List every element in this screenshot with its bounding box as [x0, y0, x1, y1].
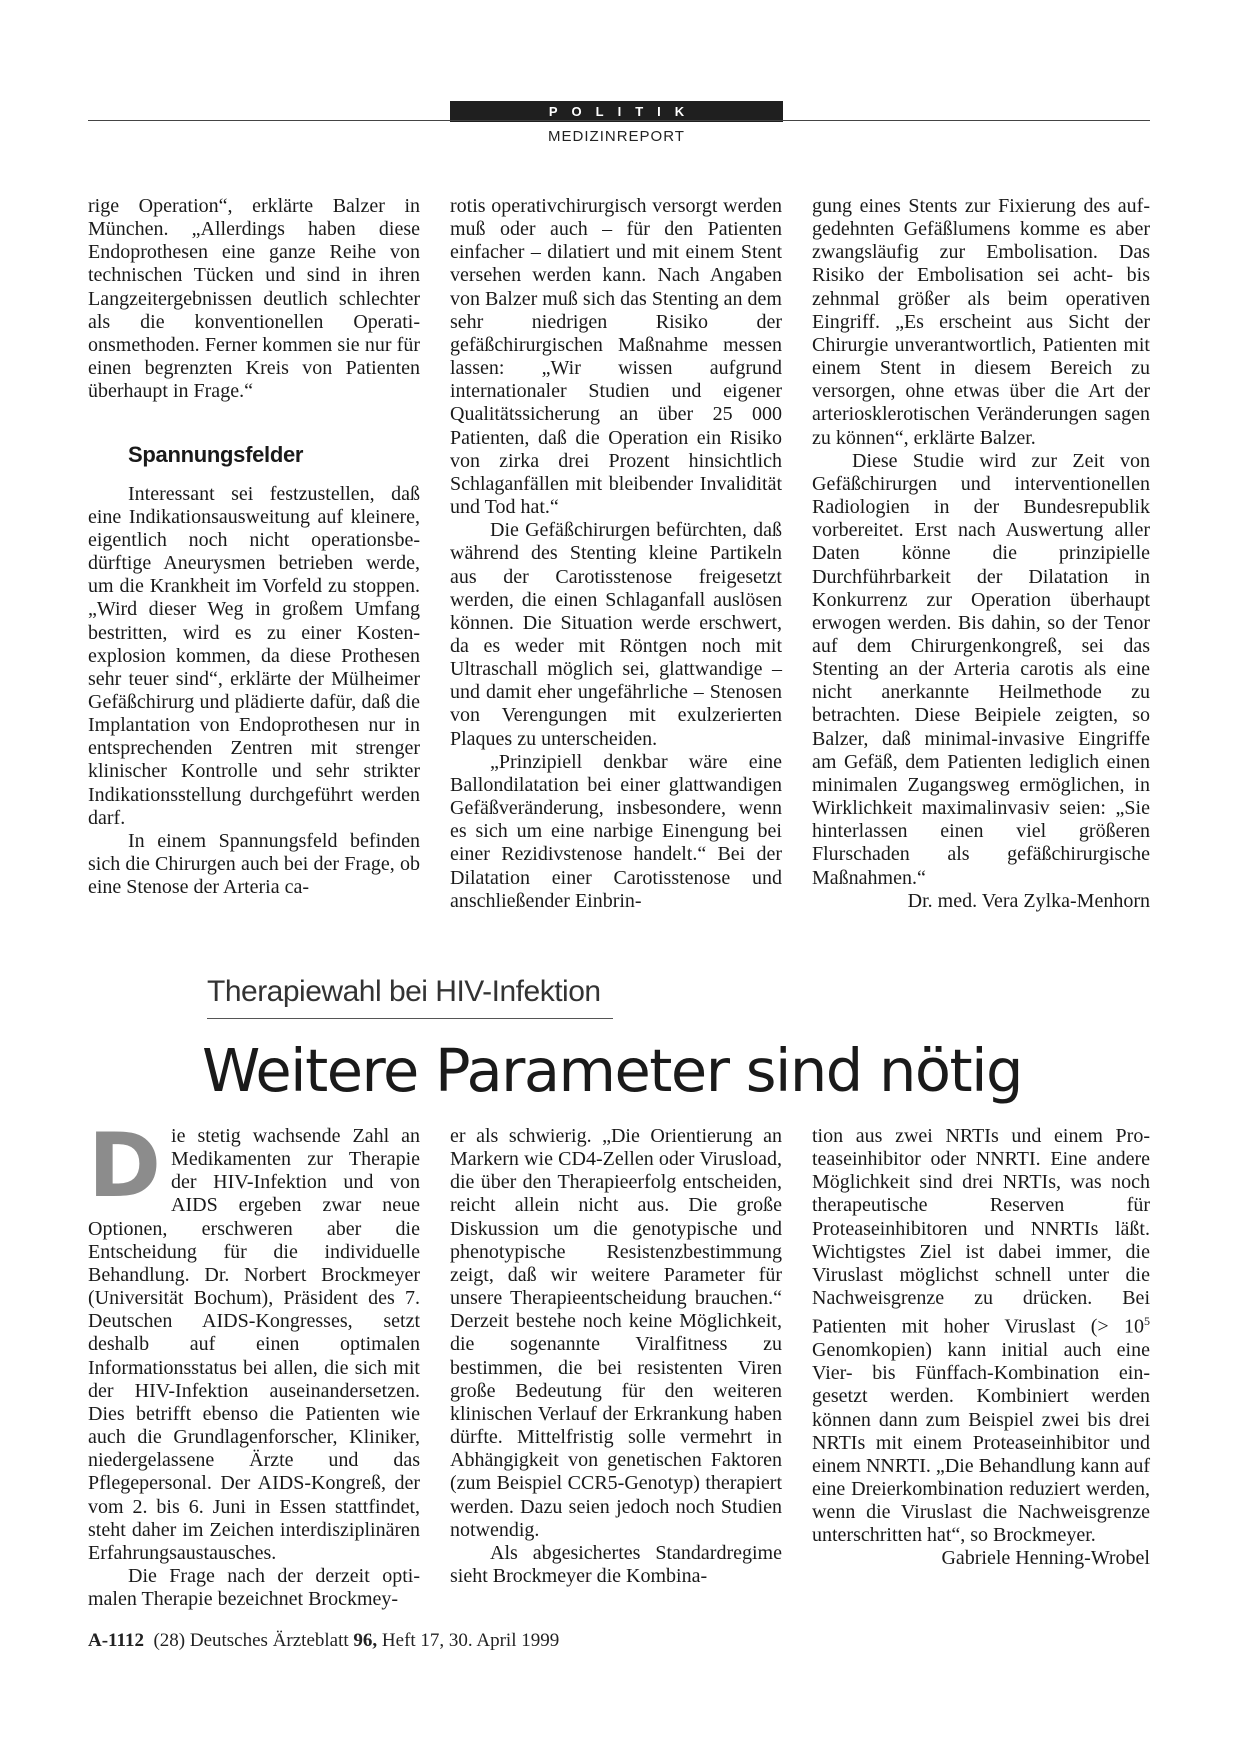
section-label: POLITIK — [450, 101, 783, 122]
exponent: 5 — [1144, 1314, 1150, 1329]
article1-paragraph: „Prinzipiell denkbar wäre eine Ballondilatation bei einer glattwandigen Gefäßveränderung, insbesondere, wenn es sich um eine narbige Einengung bei einer Rezidivstenose handelt.“ Bei der Dilatation einer Carotisstenose und anschließender Einbrin- — [450, 750, 782, 912]
page-footer — [88, 1630, 559, 1652]
article2-text: tion aus zwei NRTIs und einem Proteaseinhibitor oder NNRTI. Eine andere Möglichkeit sind drei NRTIs, was noch therapeutische Reserven für Proteaseinhibitoren und NNRTIs läßt. Wichtigstes Ziel ist dabei immer, die Viruslast möglichst schnell unter die Nachweisgrenze zu drücken. Bei Patienten mit hoher Viruslast (> 10 — [812, 1125, 1150, 1338]
article2-lead-text: ie stetig wachsende Zahl an Medikamenten zur Therapie der HIV-Infektion und von AIDS ergeben zwar neue Optionen, erschweren aber die Entscheidung für die individuelle Behandlung. Dr. Norbert Brockmeyer (Universität Bochum), Präsident des 7. Deutschen AIDS-Kongresses, setzt deshalb auf einen optimalen Informationsstatus bei allen, die sich mit der HIV-Infektion auseinandersetzen. Dies betrifft ebenso die Patienten wie auch die Grundlagenforscher, Kliniker, niedergelassene Ärzte und das Pflegepersonal. Der AIDS-Kongreß, der vom 2. bis 6. Juni in Essen stattfindet, steht daher im Zeichen interdisziplinären Erfahrungsaustausches. — [88, 1125, 420, 1564]
article1-paragraph: rotis operativchirurgisch versorgt werden muß oder auch – für den Patienten einfacher – dilatiert und mit einem Stent versehen werden kann. Nach Angaben von Balzer muß sich das Stenting an dem sehr niedrigen Risiko der gefäßchirurgischen Maßnahme messen lassen: „Wir wissen aufgrund internationaler Studien und eigener Qualitätssicherung an über 25 000 Patienten, daß die Operation ein Risiko von zirka drei Prozent hinsichtlich Schlaganfällen mit bleibender Invalidität und Tod hat.“ — [450, 195, 782, 519]
header-rule — [88, 120, 1150, 121]
article2-headline: Weitere Parameter sind nötig — [202, 1036, 1022, 1105]
article1-paragraph: Interessant sei festzustellen, daß eine Indikationsausweitung auf kleinere, eigentlich noch nicht operationsbedürftige Aneurysmen betrieben werde, um die Krankheit im Vorfeld zu stoppen. „Wird dieser Weg in großem Umfang bestritten, wird es zu einer Kostenexplosion kommen, da diese Prothesen sehr teuer sind“, erklärte der Mülheimer Gefäßchirurg und plädierte dafür, daß die Implantation von Endoprothesen nur in entsprechenden Zentren mit strenger klinischer Kontrolle und sehr strikter Indikationsstellung durchgeführt werden darf. — [88, 482, 420, 829]
article1-column-3 — [812, 195, 1150, 913]
article1-column-2 — [450, 195, 782, 913]
article2-paragraph — [812, 1125, 1150, 1547]
article2-lead-paragraph — [88, 1114, 420, 1565]
article1-paragraph: rige Operation“, erklärte Balzer in München. „Allerdings haben diese Endoprothesen eine ganze Reihe von technischen Tücken und sind in ihren Langzeitergebnissen deutlich schlechter als die konventionellen Operationsmethoden. Ferner kommen sie nur für einen begrenzten Kreis von Patienten überhaupt in Frage.“ — [88, 195, 420, 403]
article2-kicker: Therapiewahl bei HIV-Infektion — [207, 975, 601, 1008]
article1-author: Dr. med. Vera Zylka-Menhorn — [907, 889, 1150, 912]
kicker-rule — [207, 1018, 613, 1019]
article1-paragraph: Diese Studie wird zur Zeit von Gefäßchirurgen und interventionellen Radiologien in der Bundesrepublik vorbereitet. Erst nach Auswertung aller Daten könne die prinzipielle Durchführbarkeit der Dilatation in Konkurrenz zur Operation überhaupt erwogen werden. Bis dahin, so der Tenor auf dem Chirurgenkongreß, sei das Stenting an der Arteria carotis als eine nicht anerkannte Heilmethode zu betrachten. Diese Beipiele zeigten, so Balzer, daß minimal-invasive Eingriffe am Gefäß, dem Patienten lediglich einen minimalen Zugangsweg ermöglichen, in Wirklichkeit maximalinvasiv seien: „Sie hinterlassen einen viel größeren Flurschaden als gefäßchirurgische Maßnahmen.“ — [812, 449, 1150, 889]
article2-paragraph: Als abgesichertes Standardregime sieht Brockmeyer die Kombina- — [450, 1541, 782, 1587]
article2-paragraph: er als schwierig. „Die Orientierung an Markern wie CD4-Zellen oder Virusload, die über den Therapieerfolg entscheiden, reicht allein nicht aus. Die große Diskussion um die genotypische und phenotypische Resistenzbestimmung zeigt, daß wir weitere Parameter für unsere Therapieentscheidung brauchen.“ Derzeit bestehe noch keine Möglichkeit, die sogenannte Viralfitness zu bestimmen, die bei resistenten Viren große Bedeutung für den weiteren klinischen Verlauf der Erkrankung haben dürfte. Mittelfristig solle vermehrt in Abhängigkeit von genetischen Faktoren (zum Beispiel CCR5-Genotyp) therapiert werden. Dazu seien jedoch noch Studien notwendig. — [450, 1125, 782, 1541]
article2-author: Gabriele Henning-Wrobel — [941, 1547, 1150, 1570]
article1-paragraph: In einem Spannungsfeld befinden sich die Chirurgen auch bei der Frage, ob eine Stenose der Arteria ca- — [88, 829, 420, 899]
issue-date: Heft 17, 30. April 1999 — [381, 1630, 560, 1651]
article2-paragraph: Die Frage nach der derzeit optimalen Therapie bezeichnet Brockmey- — [88, 1564, 420, 1611]
article2-column-2 — [450, 1125, 782, 1588]
article1-column-1 — [88, 195, 420, 899]
article2-column-3 — [812, 1125, 1150, 1571]
article2-text: Genomkopien) kann initial auch eine Vier- bis Fünffach-Kombination eingesetzt werden. Kombiniert werden können dann zum Beispiel zwei bis drei NRTIs mit einem Proteaseinhibitor und einem NNRTI. „Die Behandlung kann auf eine Dreierkombination reduziert werden, wenn die Viruslast die Nachweisgrenze unterschritten hat“, so Brockmeyer. — [812, 1339, 1150, 1547]
volume-number: 96, — [353, 1630, 378, 1651]
page-number: A-1112 — [88, 1630, 144, 1651]
article1-subheading: Spannungsfelder — [128, 442, 304, 468]
drop-cap: D — [88, 1114, 162, 1217]
article1-paragraph: gung eines Stents zur Fixierung des aufgedehnten Gefäßlumens komme es aber zwangsläufig zur Embolisation. Das Risiko der Embolisation sei acht- bis zehnmal größer als beim operativen Eingriff. „Es erscheint aus Sicht der Chirurgie unverantwortlich, Patienten mit einem Stent in diesem Bereich zu versorgen, ohne etwas über die Art der arteriosklerotischen Veränderungen sagen zu können“, erklärte Balzer. — [812, 195, 1150, 449]
article1-paragraph: Die Gefäßchirurgen befürchten, daß während des Stenting kleine Partikeln aus der Carotisstenose freigesetzt werden, die einen Schlaganfall auslösen können. Die Situation werde erschwert, da es weder mit Röntgen noch mit Ultraschall möglich sei, glattwandige – und damit eher ungefährliche – Stenosen von Verengungen mit exulzerierten Plaques zu unterscheiden. — [450, 519, 782, 750]
subsection-label: MEDIZINREPORT — [548, 128, 685, 145]
journal-name: (28) Deutsches Ärzteblatt — [153, 1630, 349, 1651]
article2-column-1 — [88, 1114, 420, 1611]
